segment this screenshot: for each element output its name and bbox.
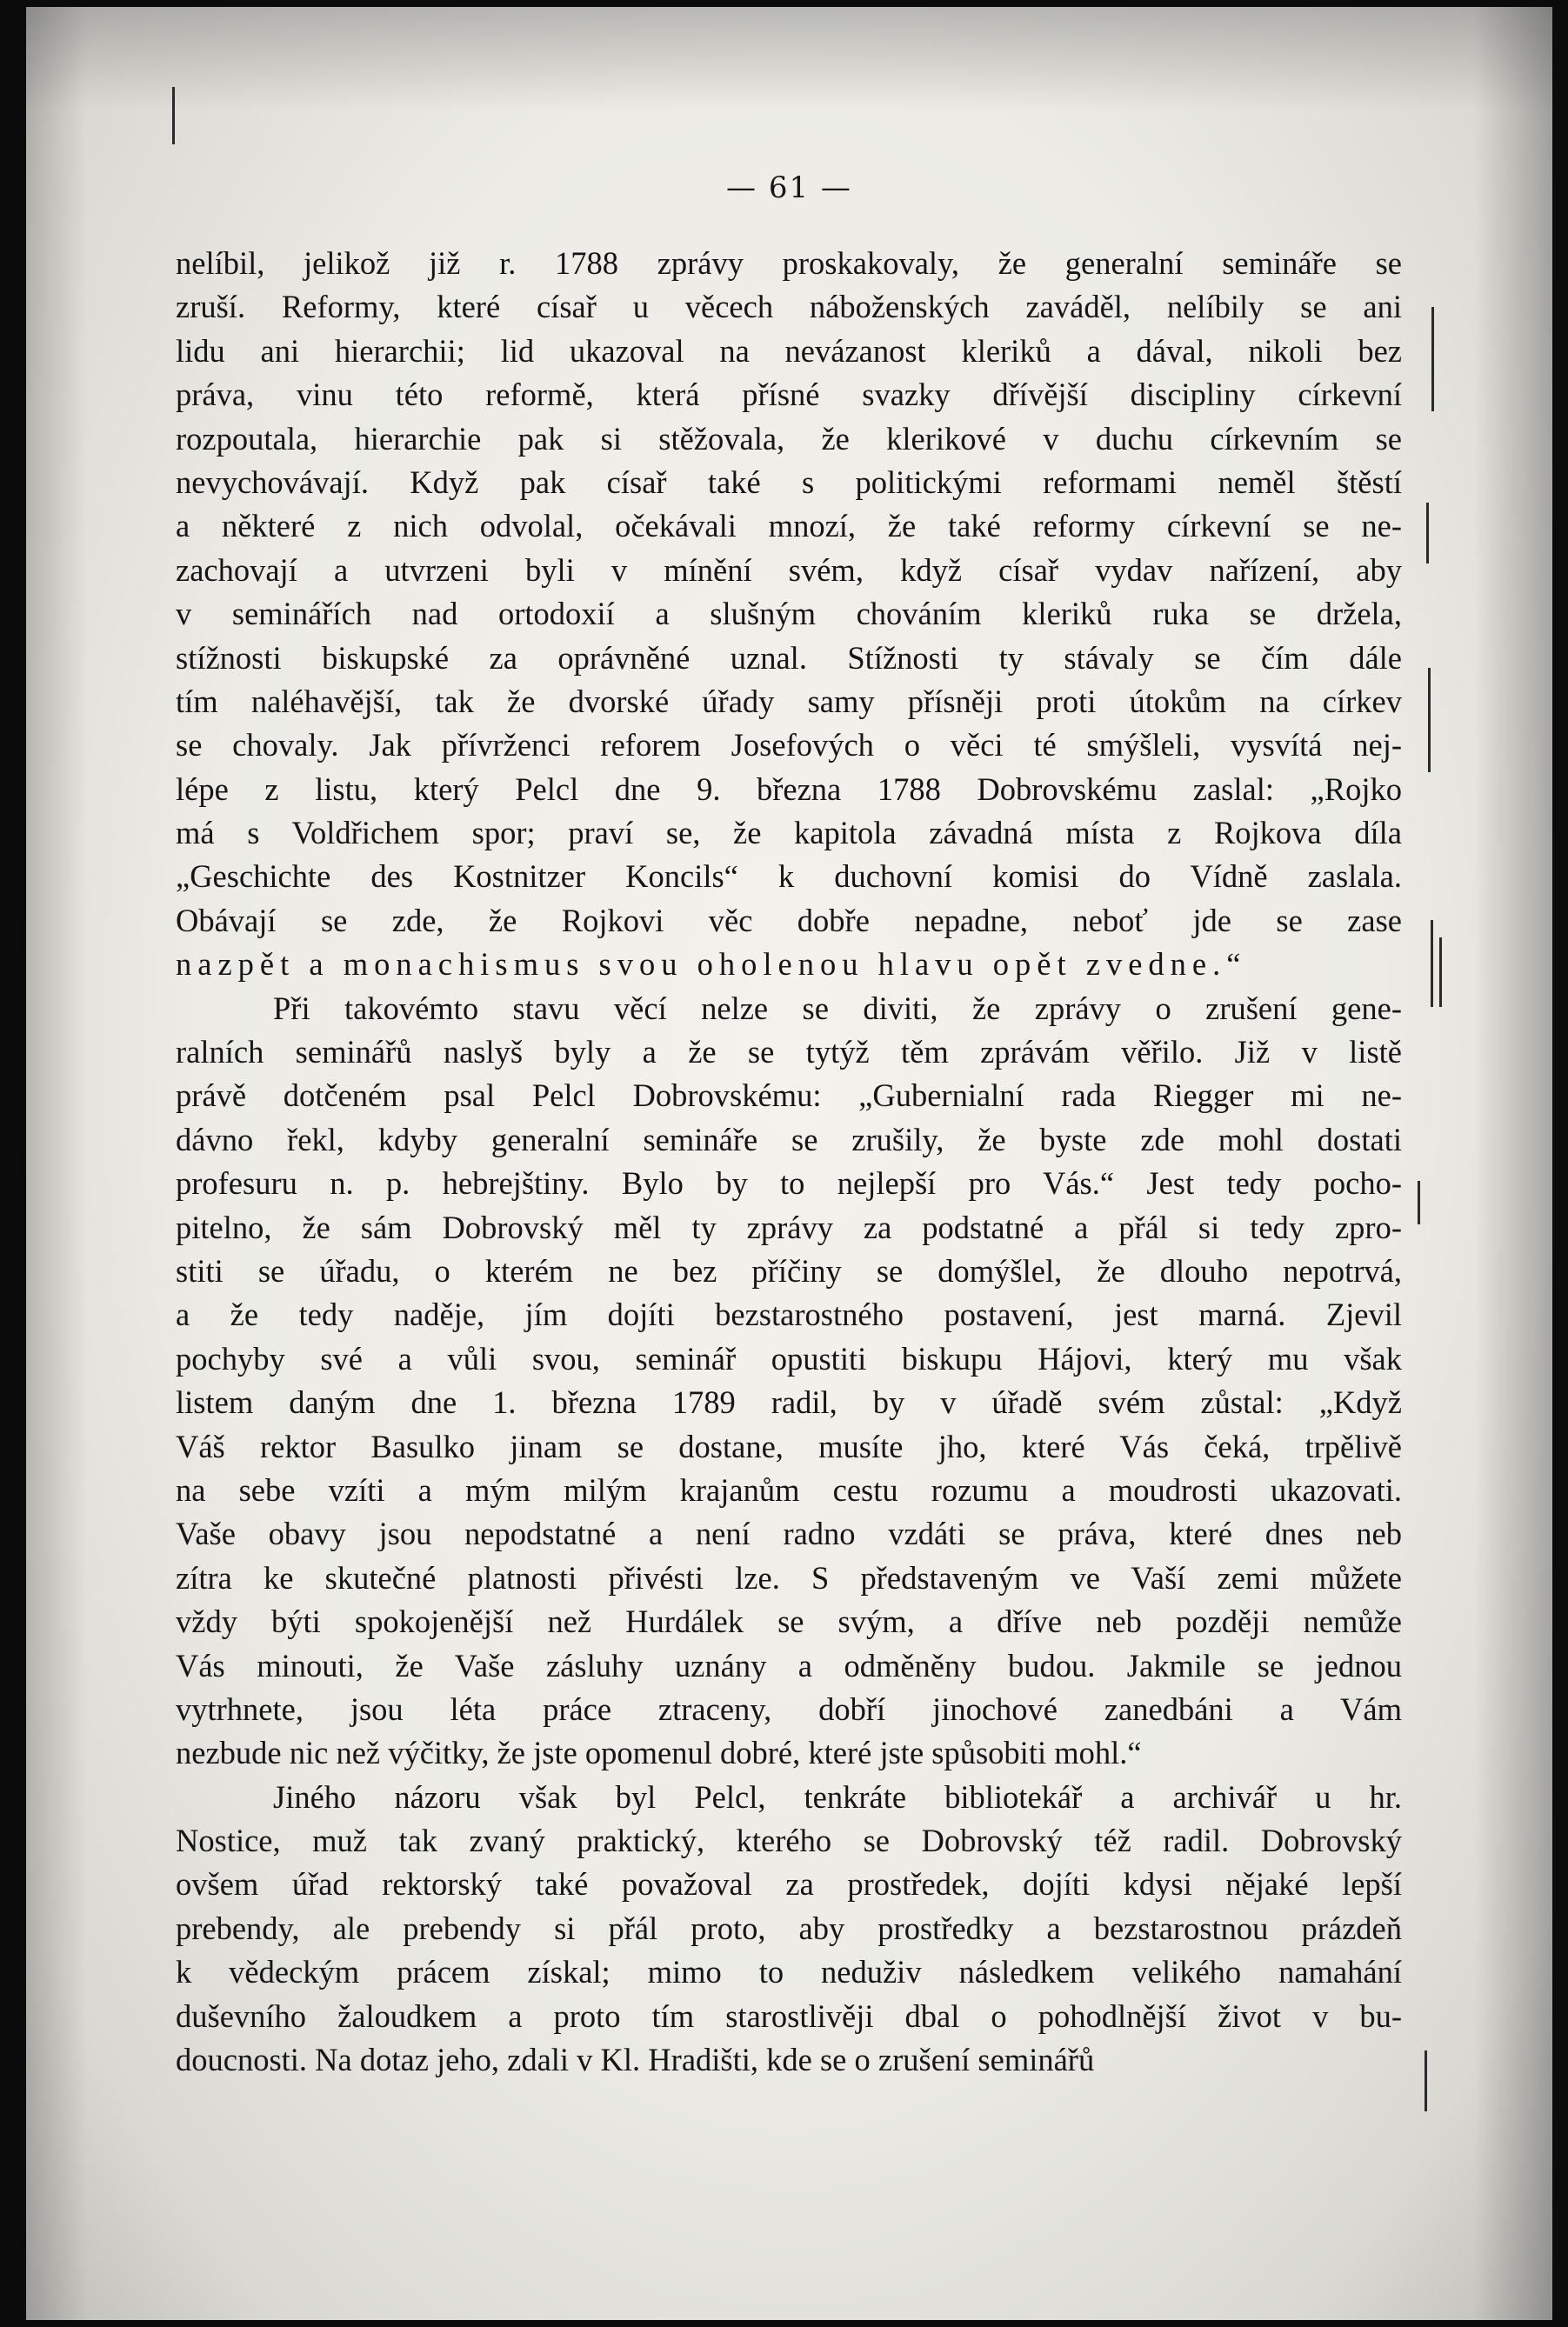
text-line: se chovaly. Jak přívrženci reforem Josefových o věci té smýšleli, vysvítá nej- bbox=[176, 727, 1402, 763]
book-page bbox=[26, 7, 1552, 2320]
text-line: „Geschichte des Kostnitzer Koncils“ k duchovní komisi do Vídně zaslala. bbox=[176, 858, 1402, 895]
paragraph bbox=[176, 242, 1402, 987]
text-line: duševního žaloudkem a proto tím starostlivěji dbal o pohodlnější život v bu- bbox=[176, 1997, 1402, 2034]
text-line: tím naléhavější, tak že dvorské úřady samy přísněji proti útokům na církev bbox=[176, 683, 1402, 719]
text-line: Obávají se zde, že Rojkovi věc dobře nepadne, neboť jde se zase bbox=[176, 902, 1402, 938]
text-line: lidu ani hierarchii; lid ukazoval na nevázanost kleriků a dával, nikoli bez bbox=[176, 332, 1402, 369]
margin-mark bbox=[1431, 307, 1434, 411]
text-line: prebendy, ale prebendy si přál proto, aby prostředky a bezstarostnou prázdeň bbox=[176, 1910, 1402, 1946]
margin-mark bbox=[1418, 1181, 1420, 1224]
text-line: Při takovémto stavu věcí nelze se diviti, že zprávy o zrušení gene- bbox=[273, 990, 1402, 1026]
text-line: nazpět a monachismus svou oholenou hlavu opět zvedne.“ bbox=[176, 946, 1247, 983]
text-line: nelíbil, jelikož již r. 1788 zprávy proskakovaly, že generalní semináře se bbox=[176, 245, 1402, 281]
text-line: Nostice, muž tak zvaný praktický, kterého se Dobrovský též radil. Dobrovský bbox=[176, 1823, 1402, 1859]
text-line: nevychovávají. Když pak císař také s politickými reformami neměl štěstí bbox=[176, 463, 1402, 500]
text-line: zachovají a utvrzeni byli v mínění svém, když císař vydav nařízení, aby bbox=[176, 551, 1402, 588]
text-line: stiti se úřadu, o kterém ne bez příčiny se domýšlel, že dlouho nepotrvá, bbox=[176, 1252, 1402, 1289]
text-line: Váš rektor Basulko jinam se dostane, musíte jho, které Vás čeká, trpělivě bbox=[176, 1428, 1402, 1464]
text-line: profesuru n. p. hebrejštiny. Bylo by to nejlepší pro Vás.“ Jest tedy pocho- bbox=[176, 1165, 1402, 1202]
text-line: zítra ke skutečné platnosti přivésti lze. S představeným ve Vaší zemi můžete bbox=[176, 1559, 1402, 1596]
text-line: nezbude nic než výčitky, že jste opomenul dobré, které jste spůsobiti mohl.“ bbox=[176, 1735, 1142, 1771]
text-line: rozpoutala, hierarchie pak si stěžovala, že klerikové v duchu církevním se bbox=[176, 420, 1402, 457]
margin-mark bbox=[1431, 920, 1433, 1007]
text-line: a některé z nich odvolal, očekávali mnozí, že také reformy církevní se ne- bbox=[176, 508, 1402, 544]
text-line: vytrhnete, jsou léta práce ztraceny, dobří jinochové zanedbáni a Vám bbox=[176, 1690, 1402, 1727]
text-line: dávno řekl, kdyby generalní semináře se zrušily, že byste zde mohl dostati bbox=[176, 1121, 1402, 1157]
page-number: — 61 — bbox=[726, 170, 852, 205]
text-line: na sebe vzíti a mým milým krajanům cestu rozumu a moudrosti ukazovati. bbox=[176, 1471, 1402, 1508]
page-shadow-top bbox=[26, 7, 1552, 111]
text-line: k vědeckým prácem získal; mimo to neduživ následkem velikého namahání bbox=[176, 1954, 1402, 1990]
text-line: Vás minouti, že Vaše zásluhy uznány a odměněny budou. Jakmile se jednou bbox=[176, 1647, 1402, 1684]
text-line: práva, vinu této reformě, která přísné svazky dřívější discipliny církevní bbox=[176, 377, 1402, 413]
text-line: listem daným dne 1. března 1789 radil, by v úřadě svém zůstal: „Když bbox=[176, 1384, 1402, 1421]
text-line: vždy býti spokojenější než Hurdálek se svým, a dříve neb později nemůže bbox=[176, 1604, 1402, 1640]
margin-mark bbox=[1425, 2050, 1427, 2111]
text-line: právě dotčeném psal Pelcl Dobrovskému: „Gubernialní rada Riegger mi ne- bbox=[176, 1077, 1402, 1114]
text-line: Vaše obavy jsou nepodstatné a není radno vzdáti se práva, které dnes neb bbox=[176, 1516, 1402, 1552]
text-line: stížnosti biskupské za oprávněné uznal. Stížnosti ty stávaly se čím dále bbox=[176, 639, 1402, 676]
paragraph bbox=[176, 987, 1402, 1776]
paragraph bbox=[176, 1776, 1402, 2083]
text-line: a že tedy naděje, jím dojíti bezstarostného postavení, jest marná. Zjevil bbox=[176, 1297, 1402, 1333]
text-line: pitelno, že sám Dobrovský měl ty zprávy za podstatné a přál si tedy zpro- bbox=[176, 1209, 1402, 1245]
margin-mark bbox=[1426, 503, 1429, 563]
margin-mark bbox=[1439, 937, 1442, 1007]
text-line: ovšem úřad rektorský také považoval za prostředek, dojíti kdysi nějaké lepší bbox=[176, 1866, 1402, 1903]
margin-mark bbox=[172, 87, 175, 144]
text-line: zruší. Reformy, které císař u věcech náboženských zaváděl, nelíbily se ani bbox=[176, 289, 1402, 325]
text-line: Jiného názoru však byl Pelcl, tenkráte bibliotekář a archivář u hr. bbox=[273, 1778, 1402, 1815]
margin-mark bbox=[1428, 668, 1431, 772]
text-line: v seminářích nad ortodoxií a slušným chováním kleriků ruka se držela, bbox=[176, 596, 1402, 632]
page-shadow-left bbox=[26, 7, 87, 2320]
body-text bbox=[176, 242, 1402, 2082]
page-shadow-right bbox=[1474, 7, 1552, 2320]
text-line: pochyby své a vůli svou, seminář opustiti biskupu Hájovi, který mu však bbox=[176, 1340, 1402, 1377]
text-line: doucnosti. Na dotaz jeho, zdali v Kl. Hradišti, kde se o zrušení seminářů bbox=[176, 2042, 1095, 2078]
text-line: lépe z listu, který Pelcl dne 9. března 1788 Dobrovskému zaslal: „Rojko bbox=[176, 770, 1402, 807]
text-line: ralních seminářů naslyš byly a že se tytýž těm zprávám věřilo. Již v listě bbox=[176, 1034, 1402, 1070]
text-line: má s Voldřichem spor; praví se, že kapitola závadná místa z Rojkova díla bbox=[176, 815, 1402, 851]
